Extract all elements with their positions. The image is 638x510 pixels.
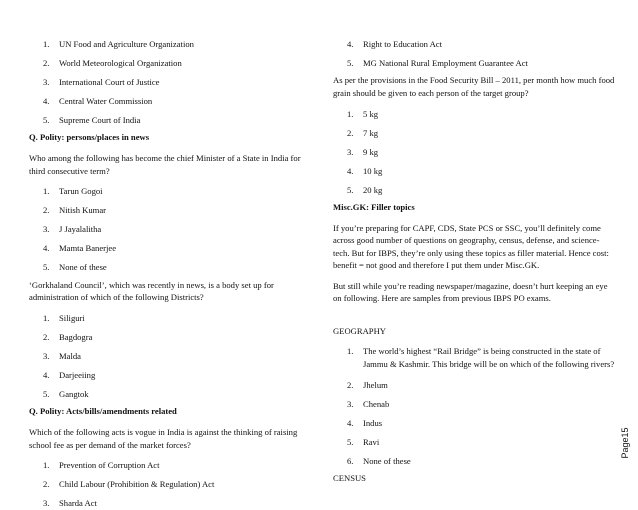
item-number: 1. bbox=[43, 460, 50, 471]
question-text: Who among the following has become the chief Minister of a State in India for third consecutive term? bbox=[29, 153, 301, 176]
list-item bbox=[29, 76, 307, 88]
list-item bbox=[29, 204, 307, 216]
list-item bbox=[29, 114, 307, 126]
option-list bbox=[333, 38, 615, 69]
item-number: 5. bbox=[347, 58, 354, 68]
option-list bbox=[333, 379, 615, 467]
list-item bbox=[29, 223, 307, 235]
list-item bbox=[333, 345, 615, 370]
item-number: 2. bbox=[43, 332, 50, 343]
item-number: 3. bbox=[43, 498, 50, 509]
section-label: GEOGRAPHY bbox=[333, 325, 386, 336]
list-item bbox=[29, 388, 307, 400]
item-text: 9 kg bbox=[363, 146, 379, 157]
item-text: World Meteorological Organization bbox=[59, 58, 182, 68]
list-item bbox=[333, 38, 615, 50]
item-text: 5 kg bbox=[363, 108, 379, 119]
left-column bbox=[29, 38, 307, 510]
option-list bbox=[29, 38, 307, 126]
item-text: Mamta Banerjee bbox=[59, 243, 117, 254]
item-number: 3. bbox=[347, 398, 354, 409]
item-text: UN Food and Agriculture Organization bbox=[59, 39, 194, 49]
item-number: 5. bbox=[347, 184, 354, 195]
item-text: Gangtok bbox=[59, 389, 89, 400]
list-item bbox=[333, 455, 615, 467]
item-text: Central Water Commission bbox=[59, 96, 153, 106]
item-text: Supreme Court of India bbox=[59, 115, 141, 125]
item-text: Chenab bbox=[363, 398, 390, 409]
list-item bbox=[333, 436, 615, 448]
item-number: 1. bbox=[347, 346, 354, 357]
item-number: 1. bbox=[347, 108, 354, 119]
option-list bbox=[29, 459, 307, 509]
item-text: MG National Rural Employment Guarantee Act bbox=[363, 58, 528, 68]
list-item bbox=[29, 350, 307, 362]
page-number-label: Page15 bbox=[620, 427, 630, 459]
list-item bbox=[333, 417, 615, 429]
item-text: Child Labour (Prohibition & Regulation) Act bbox=[59, 479, 215, 490]
item-number: 1. bbox=[43, 39, 50, 49]
item-text: Jhelum bbox=[363, 379, 388, 390]
list-item bbox=[29, 369, 307, 381]
section-heading: Q. Polity: Acts/bills/amendments related bbox=[29, 406, 177, 417]
item-text: None of these bbox=[363, 455, 411, 466]
option-list bbox=[29, 185, 307, 273]
item-number: 2. bbox=[43, 205, 50, 216]
list-item bbox=[333, 184, 615, 196]
item-number: 5. bbox=[43, 262, 50, 273]
list-item bbox=[29, 38, 307, 50]
item-number: 2. bbox=[43, 58, 50, 68]
item-text: Indus bbox=[363, 417, 383, 428]
paragraph: But still while you’re reading newspaper/magazine, doesn’t hurt keeping an eye on following. Here are samples from previous IBPS PO exams. bbox=[333, 280, 608, 304]
list-item bbox=[29, 312, 307, 324]
item-number: 1. bbox=[43, 186, 50, 197]
item-text: Sharda Act bbox=[59, 498, 97, 509]
item-number: 4. bbox=[347, 417, 354, 428]
item-text: Darjeeiing bbox=[59, 370, 96, 381]
list-item bbox=[333, 127, 615, 139]
list-item bbox=[29, 185, 307, 197]
item-text: Siliguri bbox=[59, 313, 85, 324]
item-number: 3. bbox=[347, 146, 354, 157]
item-number: 4. bbox=[347, 39, 354, 49]
item-number: 2. bbox=[347, 127, 354, 138]
question-item bbox=[333, 345, 615, 370]
section-heading: Misc.GK: Filler topics bbox=[333, 202, 415, 213]
question-text: ‘Gorkhaland Council’, which was recently in news, is a body set up for administration of which of the following Districts? bbox=[29, 279, 274, 303]
list-item bbox=[29, 242, 307, 254]
item-text: 10 kg bbox=[363, 165, 383, 176]
list-item bbox=[29, 261, 307, 273]
item-number: 3. bbox=[43, 77, 50, 87]
list-item bbox=[333, 165, 615, 177]
item-number: 2. bbox=[347, 379, 354, 390]
paragraph: If you’re preparing for CAPF, CDS, State PCS or SSC, you’ll definitely come across good number of questions on geography, census, defense, and science-tech. But for IBPS, they’re only using these topics as filler material. Hence cost: benefit = not good and therefore I put them under Misc.GK. bbox=[333, 222, 609, 271]
page-number bbox=[619, 425, 631, 461]
list-item bbox=[333, 146, 615, 158]
item-number: 3. bbox=[43, 351, 50, 362]
item-text: Ravi bbox=[363, 436, 380, 447]
item-text: 20 kg bbox=[363, 184, 383, 195]
item-text: J Jayalalitha bbox=[59, 224, 102, 235]
item-number: 4. bbox=[43, 96, 50, 106]
list-item bbox=[29, 95, 307, 107]
item-number: 4. bbox=[43, 243, 50, 254]
item-number: 5. bbox=[43, 115, 50, 125]
right-column bbox=[333, 38, 615, 484]
item-number: 4. bbox=[43, 370, 50, 381]
item-number: 5. bbox=[347, 436, 354, 447]
item-text: Right to Education Act bbox=[363, 39, 443, 49]
list-item bbox=[29, 497, 307, 509]
item-text: 7 kg bbox=[363, 127, 379, 138]
question-text: Which of the following acts is vogue in India is against the thinking of raising school fee as per demand of the market forces? bbox=[29, 427, 298, 450]
question-text: As per the provisions in the Food Security Bill – 2011, per month how much food grain should be given to each person of the target group? bbox=[333, 75, 615, 98]
list-item bbox=[333, 57, 615, 69]
item-text: Malda bbox=[59, 351, 81, 362]
item-text: Nitish Kumar bbox=[59, 205, 107, 216]
item-number: 5. bbox=[43, 389, 50, 400]
item-number: 1. bbox=[43, 313, 50, 324]
option-list bbox=[29, 312, 307, 400]
list-item bbox=[333, 398, 615, 410]
item-number: 2. bbox=[43, 479, 50, 490]
item-text: The world’s highest “Rail Bridge” is being constructed in the state of Jammu & Kashmir. This bridge will be on which of the following rivers? bbox=[363, 346, 615, 369]
list-item bbox=[333, 379, 615, 391]
list-item bbox=[29, 331, 307, 343]
option-list bbox=[333, 108, 615, 196]
list-item bbox=[333, 108, 615, 120]
item-text: International Court of Justice bbox=[59, 77, 160, 87]
item-text: Bagdogra bbox=[59, 332, 93, 343]
item-number: 6. bbox=[347, 455, 354, 466]
list-item bbox=[29, 459, 307, 471]
list-item bbox=[29, 478, 307, 490]
section-heading: Q. Polity: persons/places in news bbox=[29, 132, 150, 143]
item-number: 3. bbox=[43, 224, 50, 235]
item-text: Prevention of Corruption Act bbox=[59, 460, 160, 471]
list-item bbox=[29, 57, 307, 69]
item-text: Tarun Gogoi bbox=[59, 186, 103, 197]
item-number: 4. bbox=[347, 165, 354, 176]
section-label: CENSUS bbox=[333, 473, 366, 484]
item-text: None of these bbox=[59, 262, 107, 273]
